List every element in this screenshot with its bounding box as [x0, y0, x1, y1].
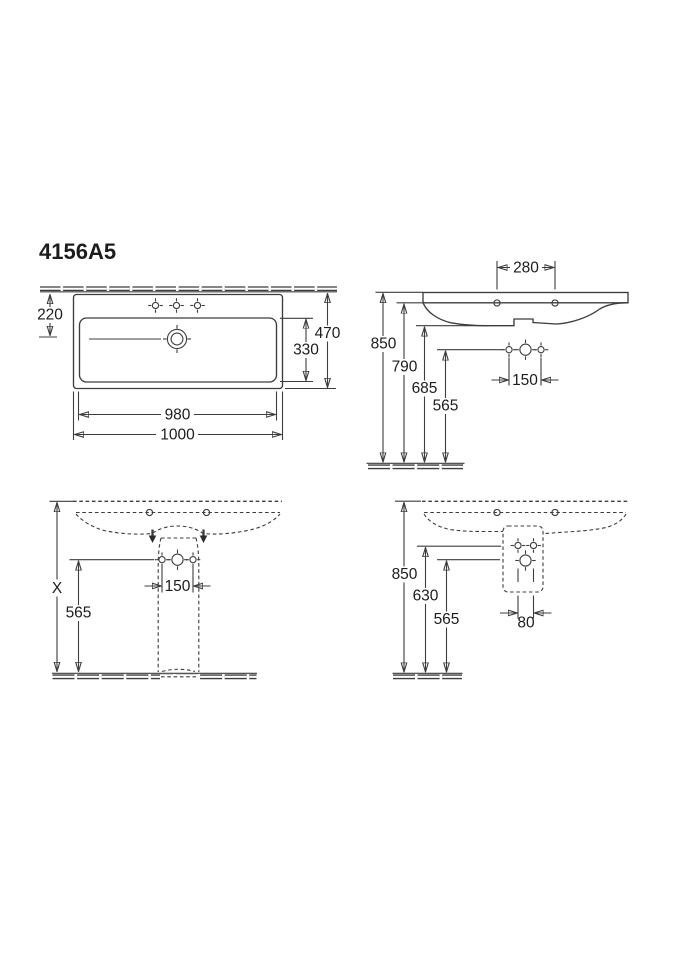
- fixing-cross-icon: [511, 538, 526, 553]
- siphon-box-dashed: [503, 526, 543, 592]
- dim-rim-height: [368, 292, 423, 462]
- svg-text:330: 330: [293, 341, 319, 359]
- svg-text:565: 565: [432, 397, 459, 415]
- drain-icon: [163, 325, 191, 353]
- tap-hole-icon: [148, 298, 163, 313]
- svg-text:470: 470: [314, 325, 341, 342]
- bowl-outline: [80, 318, 277, 382]
- basin-underside-dashed: [424, 514, 503, 532]
- floor-hatch: [52, 673, 257, 681]
- outlet-cross-icon: [502, 342, 517, 357]
- fixing-cross-icon: [155, 552, 170, 567]
- dim-height-x: [47, 501, 73, 671]
- svg-text:685: 685: [411, 380, 438, 397]
- model-number: 4156A5: [39, 239, 117, 264]
- tap-hole-icon: [190, 298, 205, 313]
- outlet-cross-icon: [515, 550, 535, 570]
- svg-text:X: X: [51, 580, 63, 597]
- svg-text:220: 220: [37, 306, 63, 324]
- dim-fixing-spacing: [145, 567, 211, 595]
- tap-hole-icon: [169, 298, 184, 313]
- svg-text:150: 150: [512, 371, 538, 389]
- dim-fixing-spacing: [492, 358, 559, 389]
- svg-text:630: 630: [412, 587, 439, 605]
- outlet-cross-icon: [534, 342, 549, 357]
- basin-underside-dashed: [545, 514, 626, 534]
- dim-lower-fixing-height: [431, 560, 500, 672]
- dim-outlet-spacing: [500, 596, 552, 632]
- dim-tap-hole-spacing: [497, 260, 555, 290]
- svg-text:280: 280: [513, 259, 539, 277]
- outlet-cross-icon: [515, 340, 535, 360]
- svg-text:1000: 1000: [160, 426, 195, 444]
- basin-underside-dashed: [76, 514, 280, 534]
- basin-underside: [423, 303, 628, 326]
- plan-view: [36, 289, 343, 444]
- svg-text:850: 850: [391, 566, 418, 583]
- dim-upper-fixing-height: [410, 546, 501, 672]
- svg-text:565: 565: [433, 611, 460, 628]
- front-view: [367, 260, 629, 467]
- wall-hatch: [40, 289, 337, 292]
- basin-rim: [423, 293, 628, 303]
- svg-text:80: 80: [517, 614, 535, 632]
- dim-fixing-height: [430, 350, 504, 462]
- floor-hatch: [367, 463, 465, 467]
- svg-text:980: 980: [164, 406, 191, 424]
- fixing-cross-icon: [526, 538, 541, 553]
- fixing-cross-icon: [167, 550, 187, 570]
- mounting-arrow-icon: [200, 530, 208, 544]
- fixing-cross-icon: [186, 552, 201, 567]
- svg-text:850: 850: [370, 335, 397, 353]
- floor-hatch: [393, 673, 463, 677]
- dim-outlet-height: [409, 326, 489, 462]
- svg-text:790: 790: [391, 358, 418, 376]
- pedestal-side-view: [389, 501, 628, 677]
- svg-text:150: 150: [164, 577, 191, 595]
- dim-wall-to-overflow: [36, 295, 65, 338]
- dim-fixing-height: [63, 561, 94, 672]
- pedestal-front-view: [47, 501, 282, 681]
- dim-bowl-width: [79, 392, 277, 424]
- svg-text:565: 565: [65, 604, 92, 622]
